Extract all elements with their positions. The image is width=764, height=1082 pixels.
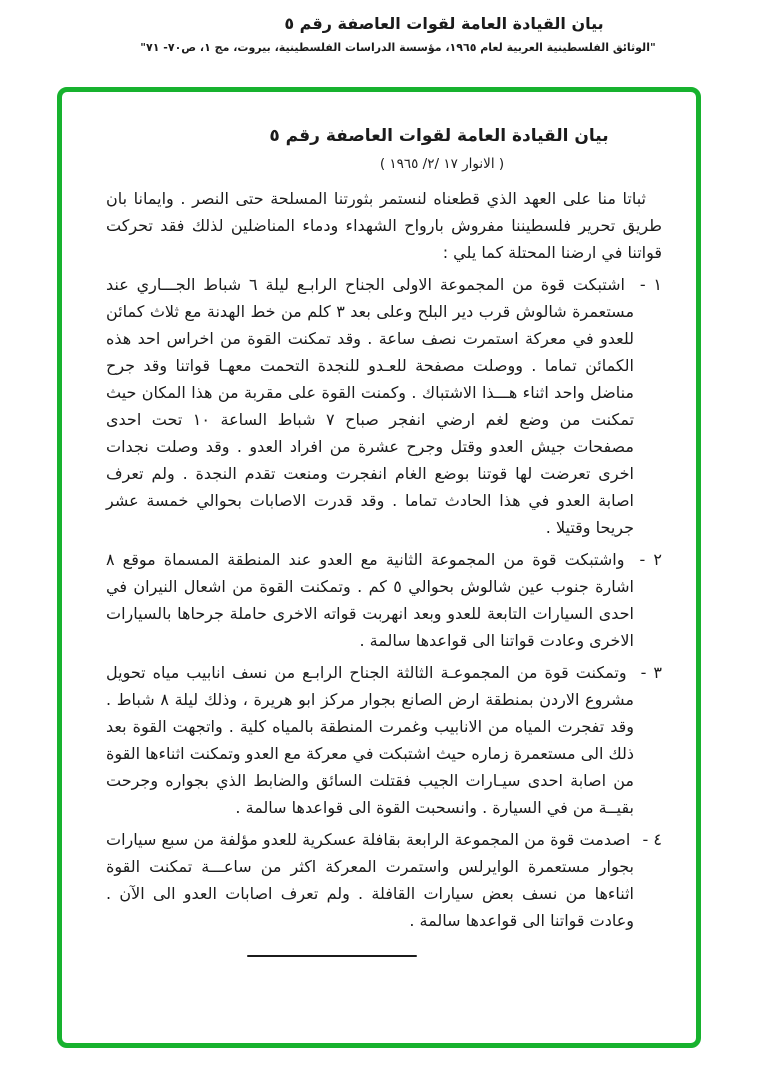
document-source-citation [0, 40, 764, 55]
item-3-number: ٣ - [640, 663, 663, 682]
green-border-frame [57, 87, 701, 1048]
item-4-number: ٤ - [642, 830, 663, 849]
statement-title-row [106, 126, 662, 146]
statement-body [106, 185, 662, 957]
statement-item-3 [106, 659, 662, 821]
statement-item-1 [106, 271, 662, 541]
item-1-number: ١ - [639, 275, 663, 294]
statement-intro-paragraph: ثباتا منا على العهد الذي قطعناه لنستمر بثورتنا المسلحة حتى النصر . وايمانا بان طريق تحرير فلسطيننا مفروش بارواح الشهداء ودماء المناضلين لذلك فقد تحركت قواتنا في ارضنا المحتلة كما يلي : [106, 189, 662, 262]
statement-item-4 [106, 826, 662, 934]
item-4-text: اصدمت قوة من المجموعة الرابعة بقافلة عسكرية للعدو مؤلفة من سبع سيارات بجوار مستعمرة الوايرلس واستمرت المعركة اكثر من ساعـــة تمكنت القوة اثناءها من نسف بعض سيارات القافلة . ولم تعرف اصابات العدو الى الآن . وعادت قواتنا الى قواعدها سالمة . [106, 830, 634, 930]
item-3-text: وتمكنت قوة من المجموعـة الثالثة الجناح الرابـع من نسف انابيب مياه تحويل مشروع الاردن بمنطقة ارض الصانع بجوار مركز ابو هريرة ، وذلك ليلة ٨ شباط . وقد تفجرت المياه من الانابيب وغمرت المنطقة بالمياه كلية . واتجهت القوة بعد ذلك الى مستعمرة زماره حيث اشتبكت في معركة مع العدو وتمكنت اثناءها القوة من اصابة احدى سيـارات الجيب فقتلت السائق والضابط الذي بجواره وجرحت بقيــة من في السيارة . وانسحبت القوة الى قواعدها سالمة . [106, 663, 634, 817]
statement-date: ( الانوار ١٧ /٢/ ١٩٦٥ ) [379, 156, 505, 172]
end-divider-line [247, 955, 417, 957]
page-header [0, 0, 764, 55]
document-source-citation-text: "الوثائق الفلسطينية العربية لعام ١٩٦٥، مؤسسة الدراسات الفلسطينية، بيروت، مج ١، ص٧٠- ٧١" [140, 41, 656, 54]
item-2-number: ٢ - [639, 550, 663, 569]
item-2-text: واشتبكت قوة من المجموعة الثانية مع العدو عند المنطقة المسماة موقع ٨ اشارة جنوب عين شالوش بحوالي ٥ كم . وتمكنت القوة من اشعال النيران في احدى السيارات التابعة للعدو وبعد انهربت قواته الاخرى حاملة جرحاها بالسيارات الاخرى وعادت قواتنا الى قواعدها سالمة . [106, 550, 634, 650]
document-header-title [0, 13, 764, 35]
statement-item-2 [106, 546, 662, 654]
statement-title: بيان القيادة العامة لقوات العاصفة رقم ٥ [269, 126, 609, 146]
statement-date-row [106, 153, 662, 172]
item-1-text: اشتبكت قوة من المجموعة الاولى الجناح الرابـع ليلة ٦ شباط الجـــاري عند مستعمرة شالوش قرب دير البلح وعلى بعد ٣ كلم من خط الهدنة مع ثلاث كمائن للعدو في معركة استمرت نصف ساعة . وقد تمكنت القوة من اخراس احد هذه الكمائن تماما . ووصلت مصفحة للعـدو للنجدة التحمت معهـا قواتنا وقد جرح مناضل واحد اثناء هـــذا الاشتباك . وكمنت القوة على مقربة من هذا المكان حيث تمكنت من وضع لغم ارضي انفجر صباح ٧ شباط الساعة ١٠ تحت احدى مصفحات جيش العدو وقتل وجرح عشرة من افراد العدو . وقد وصلت نجدات اخرى تعرضت لها قوتنا بوضع الغام انفجرت ومنعت تقدم النجدة . ولم تعرف اصابة العدو في هذا الحادث تماما . وقد قدرت الاصابات بحوالي خمسة عشر جريحا وقتيلا . [106, 275, 635, 537]
document-header-title-text: بيان القيادة العامة لقوات العاصفة رقم ٥ [284, 14, 604, 33]
